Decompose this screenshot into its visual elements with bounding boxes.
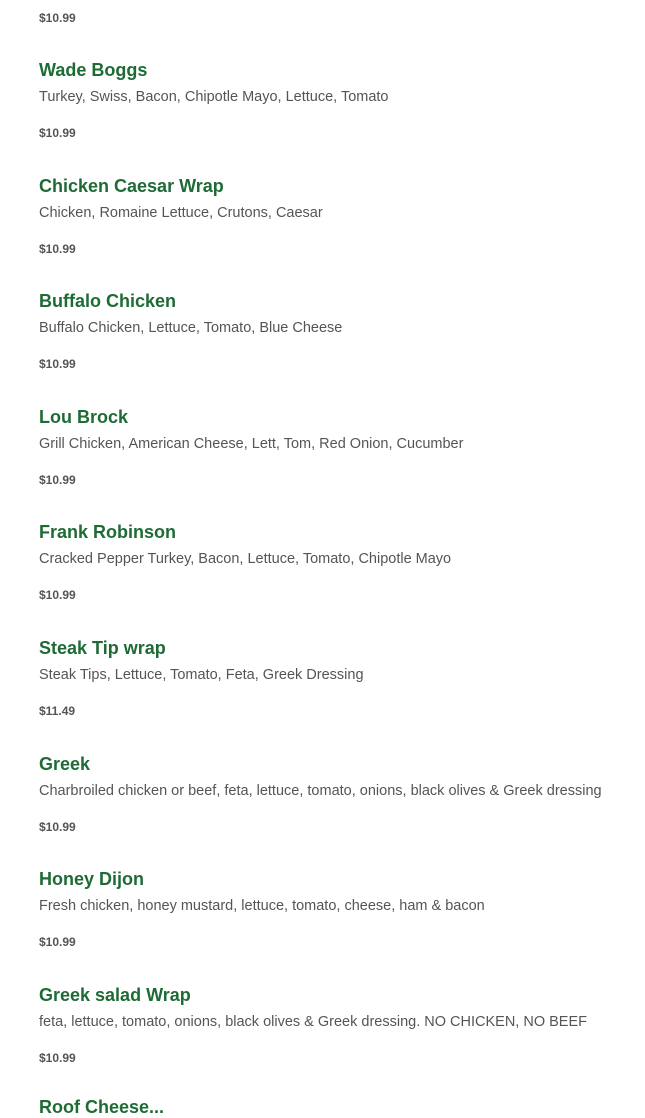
item-price: $10.99: [39, 357, 76, 371]
menu-item: [39, 521, 639, 637]
item-price: $10.99: [39, 473, 76, 487]
menu-item: [39, 290, 639, 406]
menu-item: [39, 59, 639, 175]
item-description: Charbroiled chicken or beef, feta, lettuce, tomato, onions, black olives & Greek dressing: [39, 783, 602, 799]
item-name: Lou Brock: [39, 407, 129, 427]
item-description: Grill Chicken, American Cheese, Lett, Tom, Red Onion, Cucumber: [39, 436, 464, 452]
item-name: Steak Tip wrap: [39, 638, 166, 658]
menu-item: [39, 753, 639, 869]
item-name: Honey Dijon: [39, 869, 145, 889]
item-name: Greek: [39, 754, 91, 774]
item-description: Cracked Pepper Turkey, Bacon, Lettuce, Tomato, Chipotle Mayo: [39, 551, 452, 567]
item-price: $10.99: [39, 588, 76, 602]
item-price: $10.99: [39, 126, 76, 140]
item-price: $11.49: [39, 704, 76, 718]
menu-item: [39, 406, 639, 522]
item-description: feta, lettuce, tomato, onions, black olives & Greek dressing. NO CHICKEN, NO BEEF: [39, 1014, 587, 1030]
item-name-partial: Roof Cheese...: [39, 1097, 165, 1117]
item-name: Buffalo Chicken: [39, 291, 177, 311]
item-name: Wade Boggs: [39, 60, 148, 80]
item-description: Turkey, Swiss, Bacon, Chipotle Mayo, Lettuce, Tomato: [39, 89, 389, 105]
item-price: $10.99: [39, 242, 76, 256]
item-price: $10.99: [39, 1051, 76, 1065]
item-price: $10.99: [39, 935, 76, 949]
menu-item: [39, 637, 639, 753]
menu-item: [39, 984, 639, 1100]
item-description: Buffalo Chicken, Lettuce, Tomato, Blue Cheese: [39, 320, 343, 336]
item-name: Greek salad Wrap: [39, 985, 191, 1005]
item-name: Chicken Caesar Wrap: [39, 176, 224, 196]
item-price: $10.99: [39, 11, 76, 25]
item-description: Fresh chicken, honey mustard, lettuce, tomato, cheese, ham & bacon: [39, 898, 485, 914]
menu-item: [39, 868, 639, 984]
item-name: Frank Robinson: [39, 522, 177, 542]
item-description: Chicken, Romaine Lettuce, Crutons, Caesar: [39, 205, 323, 221]
item-description: Steak Tips, Lettuce, Tomato, Feta, Greek Dressing: [39, 667, 364, 683]
item-price: $10.99: [39, 820, 76, 834]
menu-item: [39, 175, 639, 291]
